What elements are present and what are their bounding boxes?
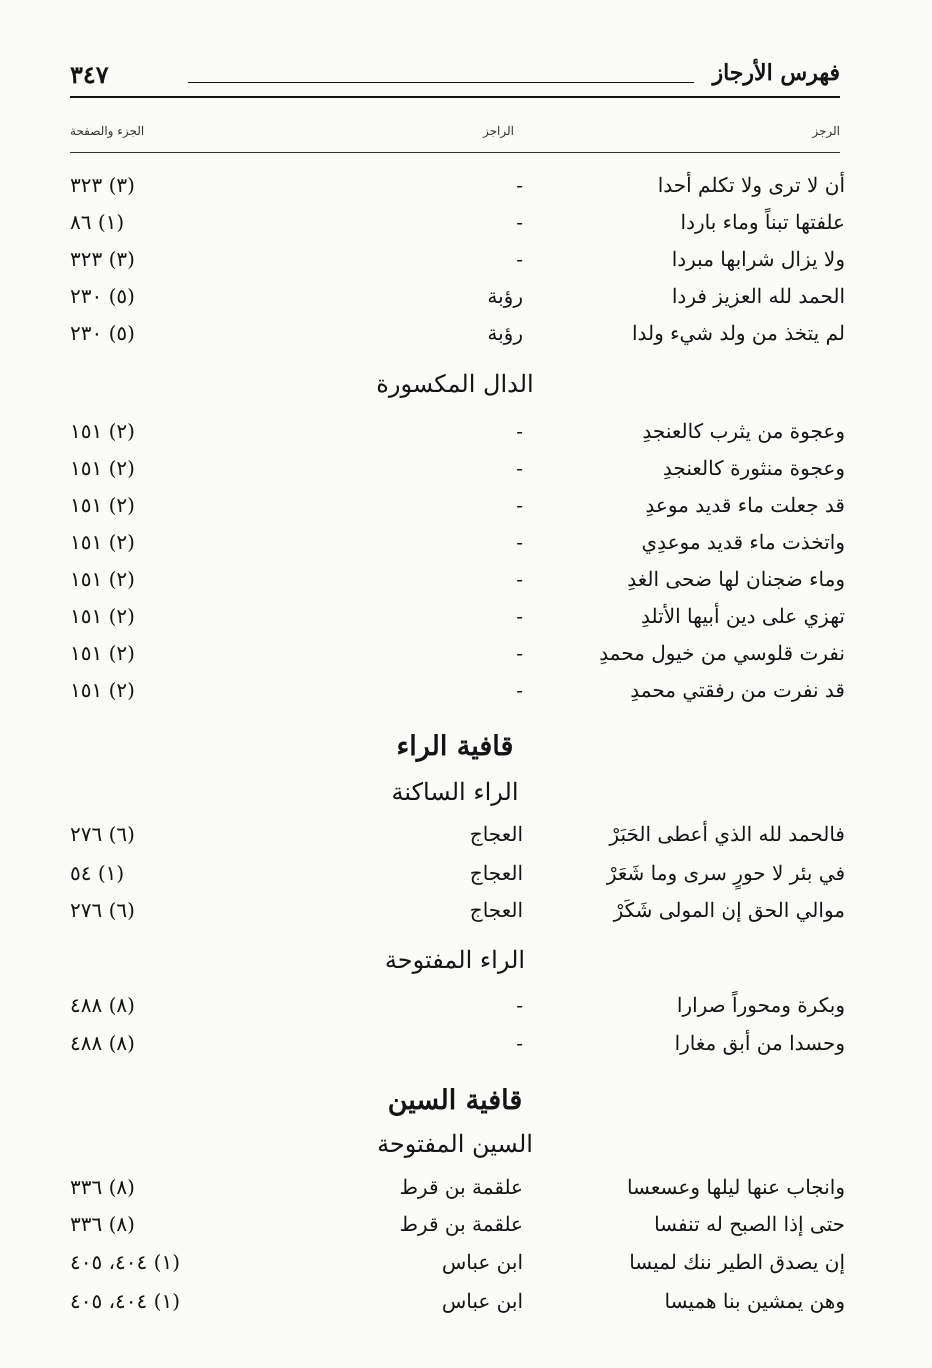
verse-text: وماء ضجنان لها ضحى الغدِ <box>627 567 845 591</box>
index-row <box>70 636 845 670</box>
poet-name: - <box>516 1031 523 1055</box>
index-row <box>70 316 845 350</box>
index-row <box>70 988 845 1022</box>
index-row <box>70 414 845 448</box>
index-row <box>70 562 845 596</box>
poet-name: - <box>516 530 523 554</box>
index-row <box>70 488 845 522</box>
verse-text: فالحمد لله الذي أعطى الحَبَرْ <box>609 822 845 846</box>
volume-page-ref: (٢) ١٥١ <box>70 493 135 517</box>
verse-text: إن يصدق الطير ننك لميسا <box>629 1250 845 1274</box>
poet-name: ابن عباس <box>441 1250 523 1274</box>
verse-text: وحسدا من أبق مغارا <box>674 1031 845 1055</box>
section-heading: الراء الساكنة <box>391 778 519 806</box>
poet-name: ابن عباس <box>441 1289 523 1313</box>
verse-text: قد نفرت من رفقتي محمدِ <box>630 678 845 702</box>
section-heading: الراء المفتوحة <box>384 946 526 974</box>
running-head-title: فهرس الأرجاز <box>712 60 840 86</box>
verse-text: واتخذت ماء قديد موعدِي <box>641 530 845 554</box>
volume-page-ref: (٢) ١٥١ <box>70 456 135 480</box>
verse-text: وهن يمشين بنا هميسا <box>664 1289 845 1313</box>
poet-name: - <box>516 493 523 517</box>
verse-text: الحمد لله العزيز فردا <box>671 284 845 308</box>
poet-name: - <box>516 173 523 197</box>
poet-name: علقمة بن قرط <box>399 1175 523 1199</box>
verse-text: وعجوة من يثرب كالعنجدِ <box>642 419 845 443</box>
index-row <box>70 279 845 313</box>
volume-page-ref: (١) ٤٠٤، ٤٠٥ <box>70 1289 181 1313</box>
volume-page-ref: (٢) ١٥١ <box>70 641 135 665</box>
running-head-leader-line <box>188 82 694 83</box>
verse-text: ولا يزال شرابها مبردا <box>671 247 845 271</box>
volume-page-ref: (١) ٨٦ <box>70 210 125 234</box>
index-row <box>70 1284 845 1318</box>
index-row <box>70 893 845 927</box>
poet-name: رؤبة <box>487 321 523 345</box>
poet-name: - <box>516 419 523 443</box>
volume-page-ref: (٢) ١٥١ <box>70 604 135 628</box>
section-heading-major: قافية الراء <box>396 731 514 762</box>
index-row <box>70 673 845 707</box>
volume-page-ref: (٦) ٢٧٦ <box>70 898 135 922</box>
running-head <box>70 60 840 96</box>
index-row <box>70 168 845 202</box>
verse-text: لم يتخذ من ولد شيء ولدا <box>631 321 845 345</box>
verse-text: تهزي على دين أبيها الأتلدِ <box>641 604 845 628</box>
index-row <box>70 525 845 559</box>
poet-name: - <box>516 678 523 702</box>
index-row <box>70 1245 845 1279</box>
volume-page-ref: (٣) ٣٢٣ <box>70 247 135 271</box>
volume-page-ref: (١) ٤٠٤، ٤٠٥ <box>70 1250 181 1274</box>
poet-name: - <box>516 567 523 591</box>
volume-page-ref: (٢) ١٥١ <box>70 530 135 554</box>
volume-page-ref: (٢) ١٥١ <box>70 567 135 591</box>
volume-page-ref: (٥) ٢٣٠ <box>70 284 135 308</box>
volume-page-ref: (٢) ١٥١ <box>70 419 135 443</box>
verse-text: علفتها تبناً وماء باردا <box>680 210 845 234</box>
column-header-ref: الجزء والصفحة <box>70 124 145 138</box>
verse-text: وعجوة منثورة كالعنجدِ <box>662 456 845 480</box>
verse-text: وانجاب عنها ليلها وعسعسا <box>626 1175 845 1199</box>
verse-text: أن لا ترى ولا تكلم أحدا <box>657 173 845 197</box>
volume-page-ref: (٥) ٢٣٠ <box>70 321 135 345</box>
poet-name: - <box>516 641 523 665</box>
volume-page-ref: (١) ٥٤ <box>70 861 125 885</box>
index-row <box>70 1026 845 1060</box>
volume-page-ref: (٣) ٣٢٣ <box>70 173 135 197</box>
poet-name: - <box>516 456 523 480</box>
poet-name: - <box>516 604 523 628</box>
column-header-poet: الراجز <box>483 124 514 138</box>
index-row <box>70 205 845 239</box>
index-row <box>70 599 845 633</box>
page-number: ٣٤٧ <box>70 60 109 89</box>
index-row <box>70 1207 845 1241</box>
poet-name: - <box>516 247 523 271</box>
column-header-verse: الرجز <box>812 124 840 138</box>
poet-name: العجاج <box>469 861 523 885</box>
volume-page-ref: (٨) ٤٨٨ <box>70 1031 135 1055</box>
poet-name: العجاج <box>469 898 523 922</box>
section-heading: السين المفتوحة <box>377 1130 533 1158</box>
column-header-rule <box>70 152 840 153</box>
header-rule <box>70 96 840 98</box>
volume-page-ref: (٨) ٤٨٨ <box>70 993 135 1017</box>
volume-page-ref: (٦) ٢٧٦ <box>70 822 135 846</box>
index-row <box>70 1170 845 1204</box>
poet-name: - <box>516 993 523 1017</box>
verse-text: حتى إذا الصبح له تنفسا <box>654 1212 845 1236</box>
index-row <box>70 242 845 276</box>
poet-name: علقمة بن قرط <box>399 1212 523 1236</box>
volume-page-ref: (٢) ١٥١ <box>70 678 135 702</box>
verse-text: وبكرة ومحوراً صرارا <box>676 993 845 1017</box>
poet-name: العجاج <box>469 822 523 846</box>
section-heading: الدال المكسورة <box>376 370 534 398</box>
poet-name: رؤبة <box>487 284 523 308</box>
section-heading-major: قافية السين <box>387 1085 523 1116</box>
verse-text: قد جعلت ماء قديد موعدِ <box>645 493 845 517</box>
index-row <box>70 817 845 851</box>
index-row <box>70 451 845 485</box>
verse-text: موالي الحق إن المولى شَكَرْ <box>613 898 845 922</box>
poet-name: - <box>516 210 523 234</box>
volume-page-ref: (٨) ٣٣٦ <box>70 1175 135 1199</box>
verse-text: نفرت قلوسي من خيول محمدِ <box>599 641 845 665</box>
volume-page-ref: (٨) ٣٣٦ <box>70 1212 135 1236</box>
index-row <box>70 856 845 890</box>
verse-text: في بئر لا حورٍ سرى وما شَعَرْ <box>606 861 845 885</box>
